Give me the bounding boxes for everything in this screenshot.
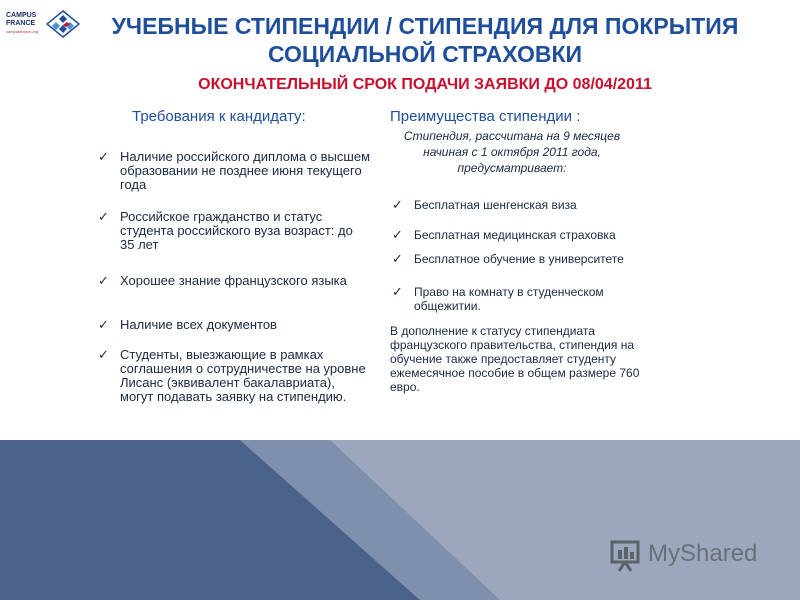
benefits-footer-text: В дополнение к статусу стипендиата французского правительства, стипендия на обучение также предоставляет студенту ежемесячное пособие в общем размере 760 евро.	[390, 324, 640, 394]
list-item	[98, 348, 370, 404]
check-icon: ✓	[98, 347, 109, 362]
decorative-band	[0, 440, 800, 600]
watermark-text: MyShared	[648, 540, 758, 567]
requirement-text: Наличие российского диплома о высшем образовании не позднее июня текущего года	[120, 149, 371, 192]
logo-text-line2: FRANCE	[6, 20, 36, 27]
requirement-text: Российское гражданство и статус студента российского вуза возраст: до 35 лет	[120, 209, 353, 252]
list-item	[98, 274, 370, 288]
myshared-watermark	[608, 536, 768, 576]
check-icon: ✓	[392, 251, 403, 266]
requirements-heading: Требования к кандидату:	[132, 108, 306, 125]
title-line-1: УЧЕБНЫЕ СТИПЕНДИИ / СТИПЕНДИЯ ДЛЯ ПОКРЫТИЯ	[111, 13, 739, 39]
list-item	[98, 150, 370, 192]
logo-text-line1: CAMPUS	[6, 12, 37, 19]
check-icon: ✓	[98, 317, 109, 332]
requirement-text: Хорошее знание французского языка	[120, 273, 347, 288]
list-item	[392, 252, 654, 266]
page-title	[100, 12, 750, 68]
list-item	[392, 285, 654, 313]
title-line-2: СОЦИАЛЬНОЙ СТРАХОВКИ	[267, 41, 583, 67]
list-item	[392, 198, 654, 212]
requirement-text: Студенты, выезжающие в рамках соглашения о сотрудничестве на уровне Лисанс (эквивалент бакалавриата), могут подавать заявку на стипендию.	[120, 347, 366, 404]
check-icon: ✓	[392, 284, 403, 299]
logo-text-line3: campusfrance.org	[6, 29, 39, 34]
list-item	[98, 210, 370, 252]
benefit-text: Бесплатное обучение в университете	[414, 252, 624, 266]
check-icon: ✓	[392, 227, 403, 242]
check-icon: ✓	[98, 273, 109, 288]
presentation-board-icon	[608, 538, 644, 572]
benefits-intro: Стипендия, рассчитана на 9 месяцев начиная с 1 октября 2011 года, предусматривает:	[403, 129, 621, 175]
list-item	[98, 318, 370, 332]
benefit-text: Бесплатная медицинская страховка	[414, 228, 616, 242]
logo-grid-icon	[46, 10, 80, 38]
check-icon: ✓	[392, 197, 403, 212]
list-item	[392, 228, 654, 242]
benefit-text: Право на комнату в студенческом общежитии.	[414, 285, 604, 313]
check-icon: ✓	[98, 149, 109, 164]
deadline-text: ОКОНЧАТЕЛЬНЫЙ СРОК ПОДАЧИ ЗАЯВКИ ДО 08/04/2011	[198, 76, 652, 93]
campus-france-logo	[6, 10, 86, 42]
requirement-text: Наличие всех документов	[120, 317, 277, 332]
benefits-heading: Преимущества стипендии :	[390, 108, 581, 125]
benefit-text: Бесплатная шенгенская виза	[414, 198, 577, 212]
check-icon: ✓	[98, 209, 109, 224]
